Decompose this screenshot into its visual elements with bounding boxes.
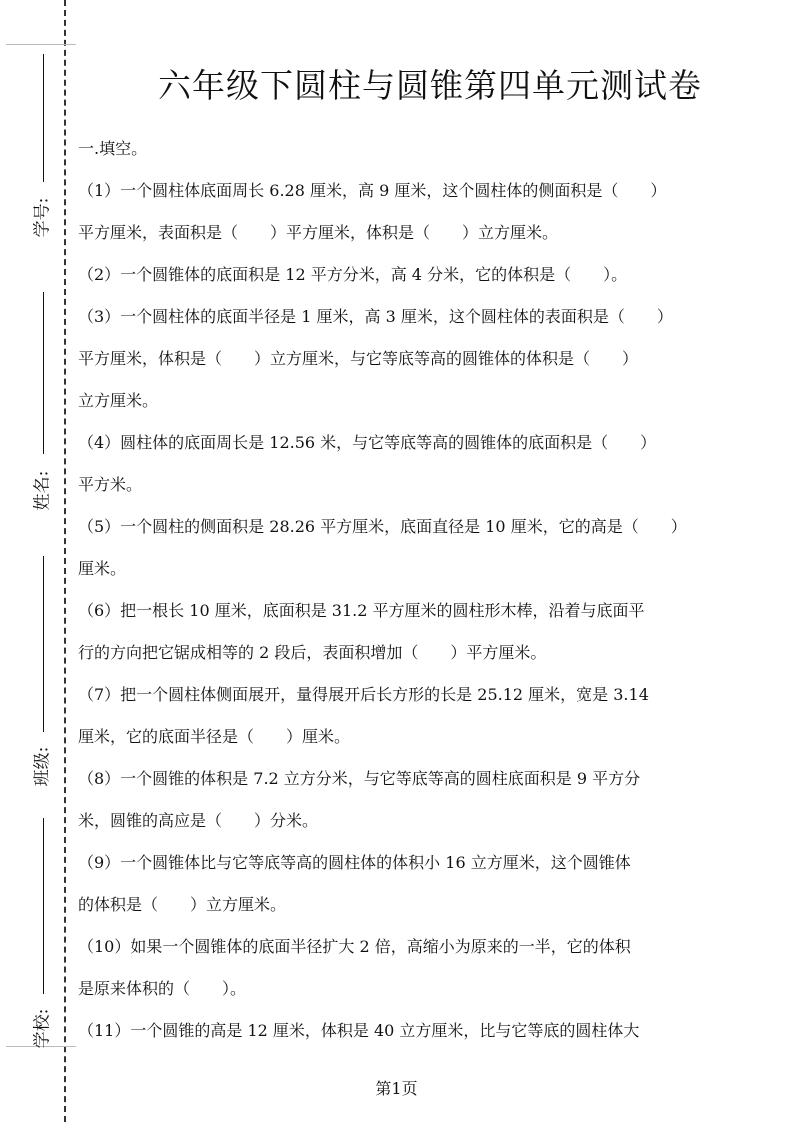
- question-line: 是原来体积的（ ）。: [78, 979, 247, 998]
- binding-dashed-line: [64, 0, 66, 1122]
- name-label: 姓名:: [32, 470, 53, 511]
- question-line: 厘米。: [78, 559, 127, 578]
- page-number: 第1页: [375, 1079, 418, 1098]
- question-line: 米，圆锥的高应是（ ）分米。: [78, 811, 319, 830]
- question-line: 厘米，它的底面半径是（ ）厘米。: [78, 727, 351, 746]
- question-line: （5）一个圆柱的侧面积是 28.26 平方厘米，底面直径是 10 厘米，它的高是（ ）: [78, 517, 687, 536]
- question-line: 平方米。: [78, 475, 143, 494]
- name-underline: [43, 292, 44, 454]
- question-line: （3）一个圆柱体的底面半径是 1 厘米，高 3 厘米，这个圆柱体的表面积是（ ）: [78, 307, 673, 326]
- question-line: （7）把一个圆柱体侧面展开，量得展开后长方形的长是 25.12 厘米，宽是 3.14: [78, 685, 649, 704]
- class-label: 班级:: [32, 746, 53, 787]
- school-underline: [43, 818, 44, 994]
- class-underline: [43, 556, 44, 732]
- question-line: 行的方向把它锯成相等的 2 段后，表面积增加（ ）平方厘米。: [78, 643, 547, 662]
- question-line: （4）圆柱体的底面周长是 12.56 米，与它等底等高的圆锥体的底面积是（ ）: [78, 433, 657, 452]
- question-line: （11）一个圆锥的高是 12 厘米，体积是 40 立方厘米，比与它等底的圆柱体大: [78, 1021, 640, 1040]
- question-line: （10）如果一个圆锥体的底面半径扩大 2 倍，高缩小为原来的一半，它的体积: [78, 937, 631, 956]
- school-label: 学校:: [32, 1008, 53, 1049]
- student-id-underline: [43, 54, 44, 182]
- question-line: 平方厘米，表面积是（ ）平方厘米，体积是（ ）立方厘米。: [78, 223, 559, 242]
- question-line: （2）一个圆锥体的底面积是 12 平方分米，高 4 分米，它的体积是（ ）。: [78, 265, 628, 284]
- page-title: 六年级下圆柱与圆锥第四单元测试卷: [158, 66, 702, 105]
- question-line: （8）一个圆锥的体积是 7.2 立方分米，与它等底等高的圆柱底面积是 9 平方分: [78, 769, 641, 788]
- question-line: （1）一个圆柱体底面周长 6.28 厘米，高 9 厘米，这个圆柱体的侧面积是（ ）: [78, 181, 667, 200]
- question-line: 立方厘米。: [78, 391, 159, 410]
- section-heading: 一.填空。: [78, 139, 148, 158]
- question-line: 的体积是（ ）立方厘米。: [78, 895, 287, 914]
- student-id-label: 学号:: [32, 197, 53, 238]
- question-line: （6）把一根长 10 厘米，底面积是 31.2 平方厘米的圆柱形木棒，沿着与底面平: [78, 601, 645, 620]
- margin-tick-top: [6, 44, 76, 45]
- question-line: 平方厘米，体积是（ ）立方厘米，与它等底等高的圆锥体的体积是（ ）: [78, 349, 639, 368]
- question-line: （9）一个圆锥体比与它等底等高的圆柱体的体积小 16 立方厘米，这个圆锥体: [78, 853, 631, 872]
